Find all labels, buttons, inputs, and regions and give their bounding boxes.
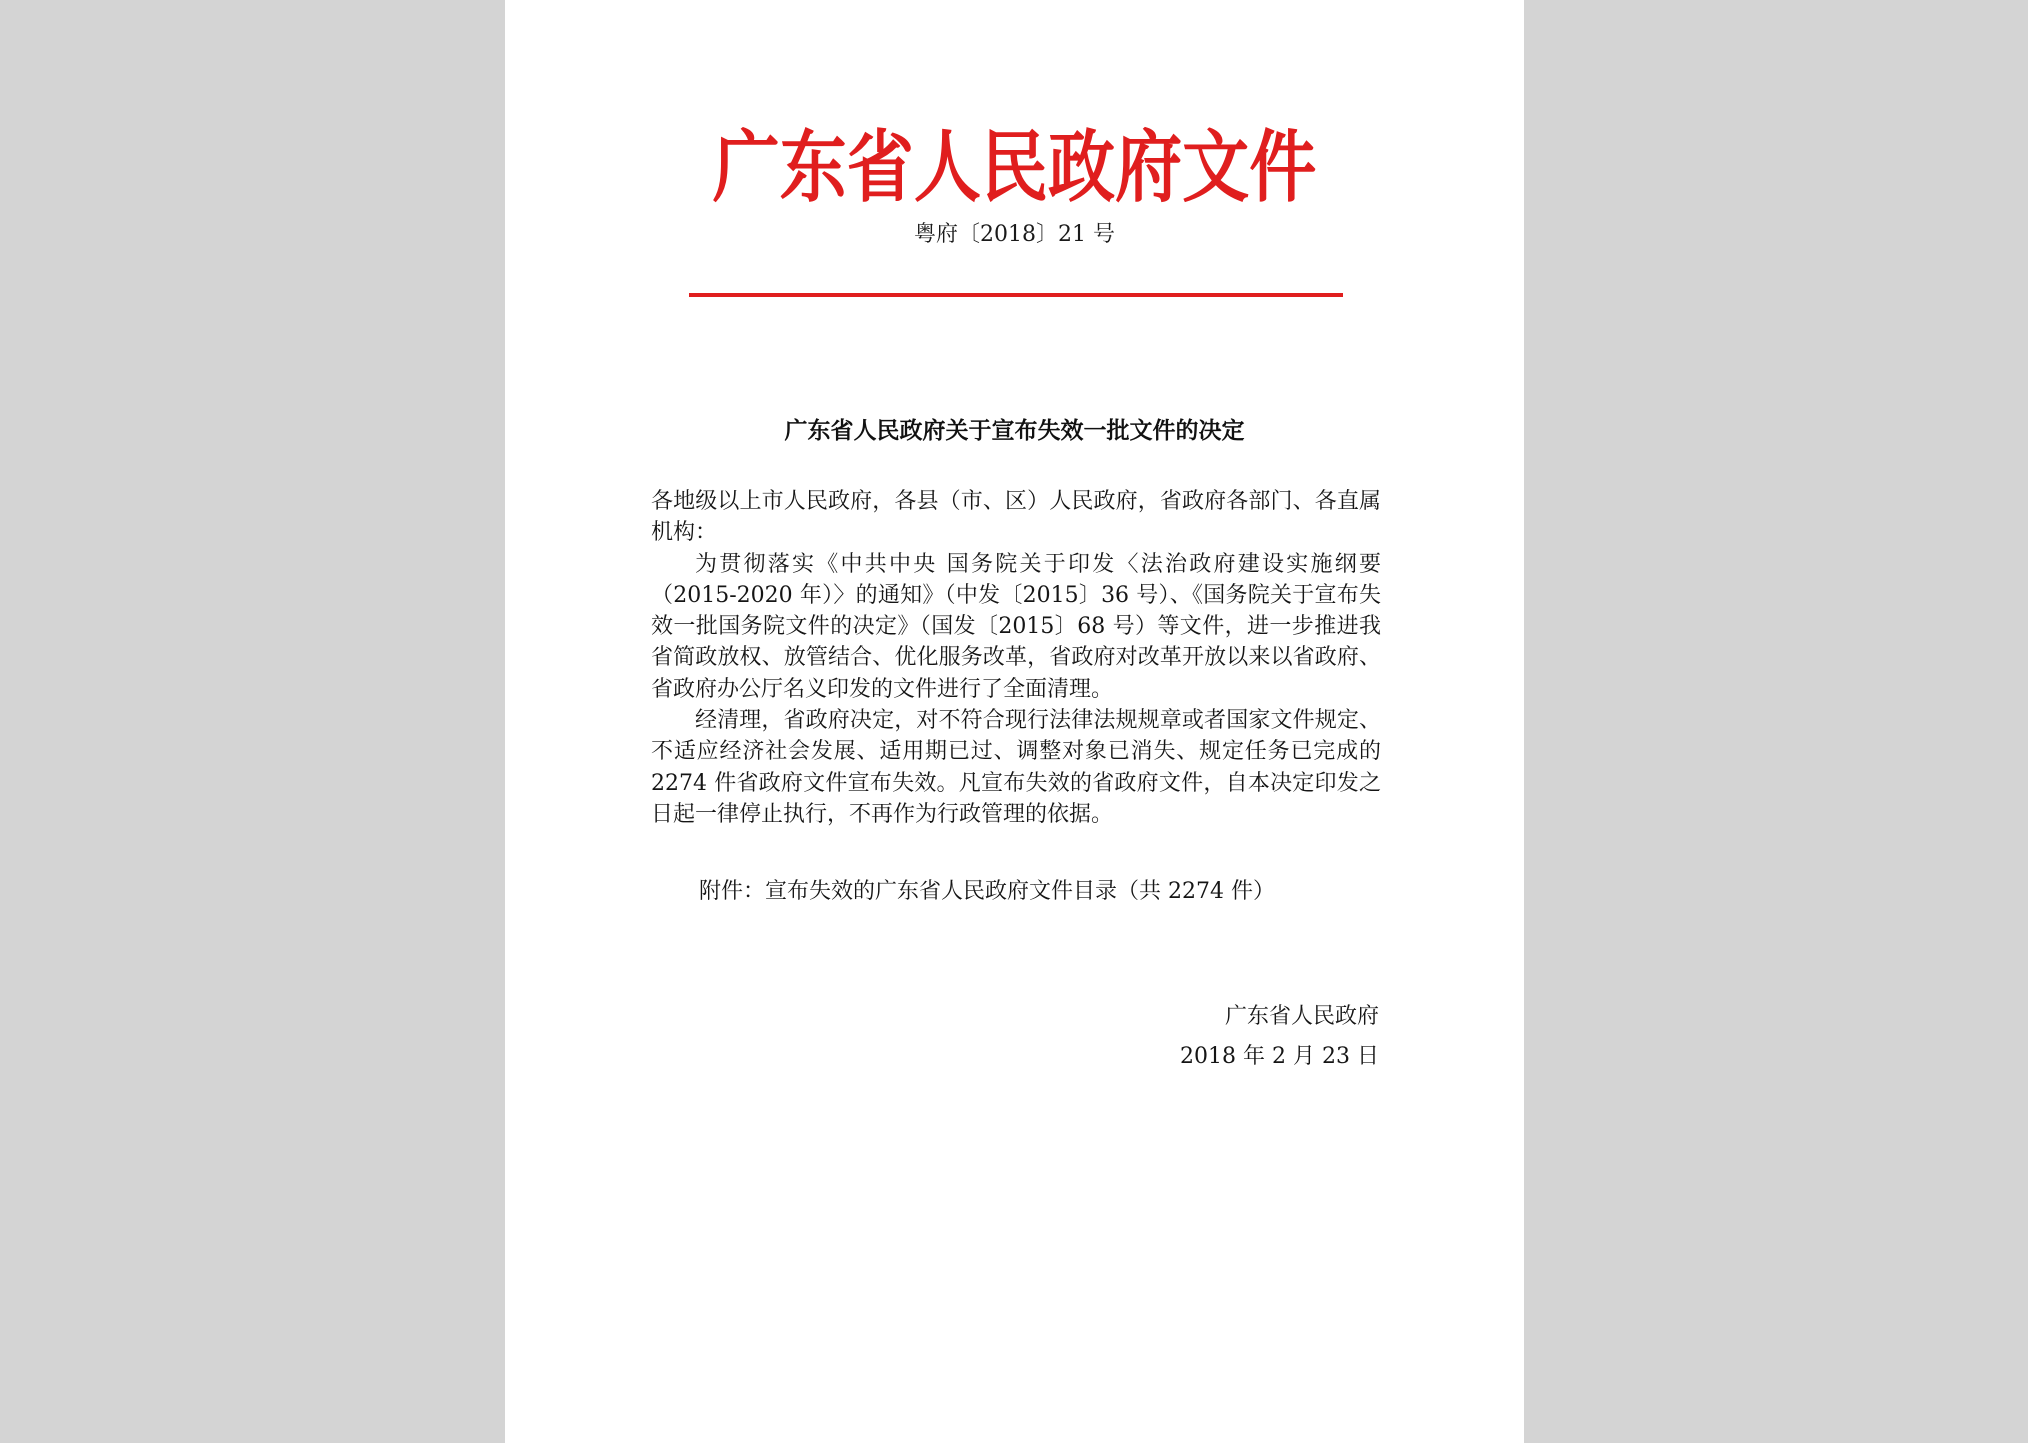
document-page	[505, 0, 1524, 1443]
document-masthead: 广东省人民政府文件	[712, 123, 1317, 213]
red-divider-line	[689, 293, 1343, 297]
attachment-note: 附件：宣布失效的广东省人民政府文件目录（共 2274 件）	[699, 879, 1275, 904]
body-paragraph-2: 经清理，省政府决定，对不符合现行法律法规规章或者国家文件规定、不适应经济社会发展、适用期已过、调整对象已消失、规定任务已完成的 2274 件省政府文件宣布失效。凡宣布失效的省政府文件，自本决定印发之日起一律停止执行，不再作为行政管理的依据。	[651, 708, 1381, 827]
salutation: 各地级以上市人民政府，各县（市、区）人民政府，省政府各部门、各直属机构：	[651, 489, 1381, 546]
issuer-name: 广东省人民政府	[1224, 1004, 1379, 1029]
issue-date: 2018 年 2 月 23 日	[1180, 1044, 1379, 1069]
signature-block	[1180, 997, 1379, 1077]
document-title: 广东省人民政府关于宣布失效一批文件的决定	[784, 417, 1245, 444]
document-body	[651, 486, 1381, 830]
body-paragraph-1: 为贯彻落实《中共中央 国务院关于印发〈法治政府建设实施纲要（2015-2020 年）〉的通知》（中发〔2015〕36 号）、《国务院关于宣布失效一批国务院文件的决定》（国发〔2015〕68 号）等文件，进一步推进我省简政放权、放管结合、优化服务改革，省政府对改革开放以来以省政府、省政府办公厅名义印发的文件进行了全面清理。	[651, 551, 1381, 702]
document-number: 粤府〔2018〕21 号	[914, 222, 1115, 247]
